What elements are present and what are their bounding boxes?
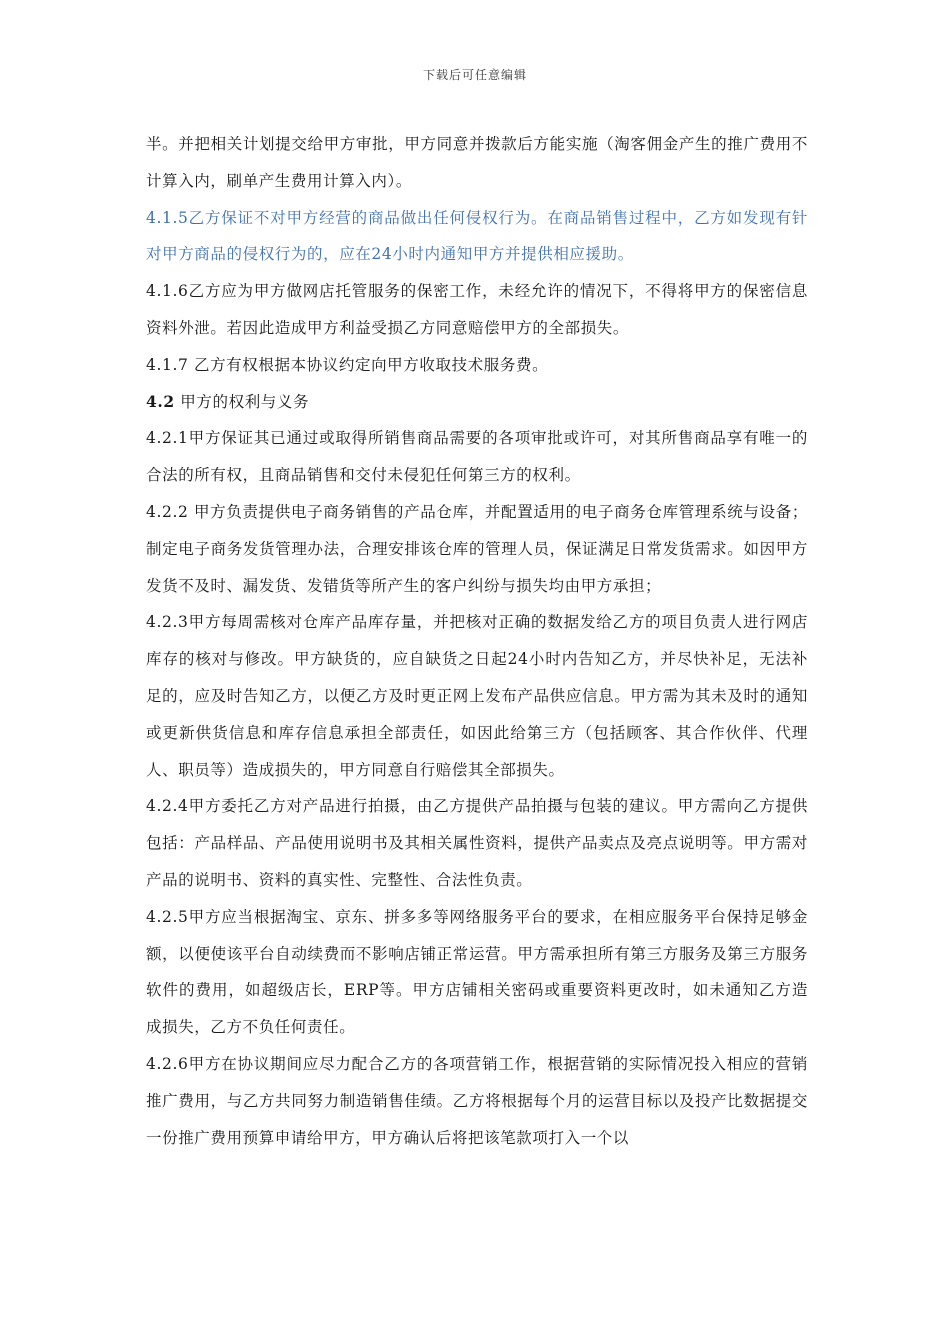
clause-4-2-1: 4.2.1甲方保证其已通过或取得所销售商品需要的各项审批或许可，对其所售商品享有唯一的合法的所有权，且商品销售和交付未侵犯任何第三方的权利。: [146, 429, 808, 485]
clause-4-1-6: 4.1.6乙方应为甲方做网店托管服务的保密工作，未经允许的情况下，不得将甲方的保密信息资料外泄。若因此造成甲方利益受损乙方同意赔偿甲方的全部损失。: [146, 282, 808, 337]
section-heading-4-2: [146, 384, 808, 421]
document-body: [146, 126, 808, 1156]
clause-4-1-5: 4.1.5乙方保证不对甲方经营的商品做出任何侵权行为。在商品销售过程中，乙方如发现有针对甲方商品的侵权行为的，应在24小时内通知甲方并提供相应援助。: [146, 208, 808, 264]
clause-4-2-5: 4.2.5甲方应当根据淘宝、京东、拼多多等网络服务平台的要求，在相应服务平台保持足够金额，以便使该平台自动续费而不影响店铺正常运营。甲方需承担所有第三方服务及第三方服务软件的费用，如超级店长，ERP等。甲方店铺相关密码或重要资料更改时，如未通知乙方造成损失，乙方不负任何责任。: [146, 907, 808, 1037]
paragraph-continuation: 半。并把相关计划提交给甲方审批，甲方同意并拨款后方能实施（淘客佣金产生的推广费用不计算入内，刷单产生费用计算入内）。: [146, 135, 808, 190]
clause-4-2-4: 4.2.4甲方委托乙方对产品进行拍摄，由乙方提供产品拍摄与包装的建议。甲方需向乙方提供包括：产品样品、产品使用说明书及其相关属性资料，提供产品卖点及亮点说明等。甲方需对产品的说明书、资料的真实性、完整性、合法性负责。: [146, 797, 808, 889]
clause-4-2-2: 4.2.2 甲方负责提供电子商务销售的产品仓库，并配置适用的电子商务仓库管理系统与设备；制定电子商务发货管理办法，合理安排该仓库的管理人员，保证满足日常发货需求。如因甲方发货不及时、漏发货、发错货等所产生的客户纠纷与损失均由甲方承担；: [146, 502, 808, 595]
clause-4-2-3: 4.2.3甲方每周需核对仓库产品库存量，并把核对正确的数据发给乙方的项目负责人进行网店库存的核对与修改。甲方缺货的，应自缺货之日起24小时内告知乙方，并尽快补足，无法补足的，应及时告知乙方，以便乙方及时更正网上发布产品供应信息。甲方需为其未及时的通知或更新供货信息和库存信息承担全部责任，如因此给第三方（包括顾客、其合作伙伴、代理人、职员等）造成损失的，甲方同意自行赔偿其全部损失。: [146, 613, 808, 779]
page-header: 下载后可任意编辑: [422, 68, 527, 82]
clause-4-1-7: 4.1.7 乙方有权根据本协议约定向甲方收取技术服务费。: [146, 355, 549, 374]
section-number: 4.2: [146, 391, 175, 411]
section-title: 甲方的权利与义务: [174, 392, 310, 411]
clause-4-2-6: 4.2.6甲方在协议期间应尽力配合乙方的各项营销工作，根据营销的实际情况投入相应的营销推广费用，与乙方共同努力制造销售佳绩。乙方将根据每个月的运营目标以及投产比数据提交一份推广费用预算申请给甲方，甲方确认后将把该笔款项打入一个以: [146, 1054, 808, 1147]
